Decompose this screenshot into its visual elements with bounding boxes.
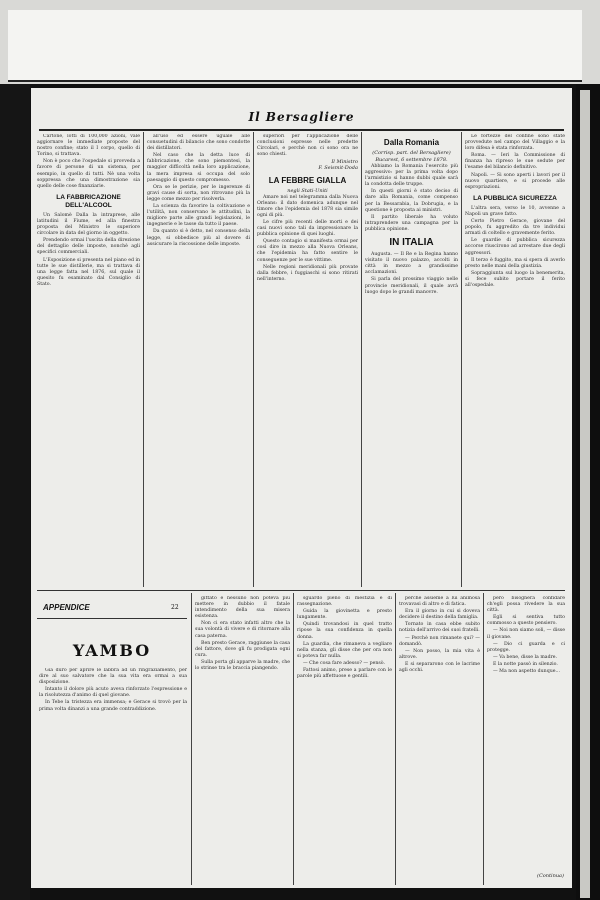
section-heading: LA FABBRICAZIONE DELL'ALCOOL xyxy=(56,193,121,209)
feuilleton-column-4 xyxy=(399,596,480,880)
column-divider xyxy=(395,593,396,885)
paragraph: gittato e nessuno non poteva più mettere in dubbio il fatale intendimento della sua misera esistenza. xyxy=(195,596,290,620)
paragraph: — Dio ci guarda e ci protegge. xyxy=(487,641,565,653)
paragraph: La guardia, che rimaneva a vegliare nella stanza, gli disse che per ora non si poteva far nulla. xyxy=(297,641,392,659)
paragraph: Le cifre più recenti delle morti e dei casi nuovi sono tali da impressionare la pubblica opinione di quei luoghi. xyxy=(257,219,358,238)
feuilleton-column-3 xyxy=(297,596,392,880)
paragraph: — Non posso, la mia vita è altrove. xyxy=(399,648,480,660)
paragraph: Nel caso che la detta luce di fabbricazione, che sono piemontesi, la maggior difficoltà nella loro applicazione, la mera impresa si occupa del solo paesaggio di questo compromesso. xyxy=(147,153,250,183)
paragraph: Roma. — Ieri la Commissione di finanza ha ripreso le sue sedute per l'esame del bilancio definitivo. xyxy=(465,153,565,171)
paragraph: superiori per l'applicazione delle conclusioni espresse nelle predette Circolari, e perchè non ci sono ora ne sono chiesti. xyxy=(257,134,358,158)
paragraph: perchè assieme a lui animosa trovavasi di altro e di fatica. xyxy=(399,596,480,608)
column-divider xyxy=(143,132,144,587)
paragraph: Amare noi nel telegramma dalla Nuova Orleans: il dato domenica adunque nel timore che l'epidemia del 1878 sia simile ogni di più. xyxy=(257,194,358,218)
paragraph: Da quanto si è detto, nel consenso della legge, si obbedisce più al dovere di assicurare la riscossione delle imposte. xyxy=(147,229,250,247)
paragraph: E si separarono con le lacrime agli occhi. xyxy=(399,661,480,674)
masthead-title: Il Bersagliere xyxy=(248,110,355,124)
paragraph: Si parla del prossimo viaggio nelle provincie meridionali, il quale avrà luogo dopo le grandi manovre. xyxy=(365,277,458,295)
paragraph: Non ci era stato infatti altro che la sua volontà di vivere e di ritornare alla casa paterna. xyxy=(195,621,290,639)
column-divider xyxy=(483,593,484,885)
feuilleton-column-2 xyxy=(195,596,290,880)
paragraph: Augusta. — Il Re e la Regina hanno visitato il nuovo palazzo, accolti in città in mezzo a grandissime acclamazioni. xyxy=(365,252,458,276)
section-heading: LA FEBBRE GIALLA xyxy=(268,175,347,185)
paragraph: Sulla porta gli apparve la madre, che lo strinse tra le braccia piangendo. xyxy=(195,659,290,672)
paragraph: Il terzo è fuggito, ma si spera di averlo presto nelle mani della giustizia. xyxy=(465,257,565,269)
paragraph: all'uso ed essere uguale alle consuetudini di bilancio che sono condotte dei distillatori. xyxy=(147,134,250,152)
paragraph: Le fortezze del confine sono state provvedute nel campo del Villaggio e la loro difesa è stata rinforzata. xyxy=(465,134,565,152)
paragraph: Fattosi animo, prese a parlare con le parole più affettuose e gentili. xyxy=(297,668,392,680)
paragraph: Napoli. — Si sono aperti i lavori per il nuovo quartiere, e si procede alle espropriazioni. xyxy=(465,172,565,190)
paragraph: La scienza da favorire la coltivazione e l'utilità, non conservano le attitudini, la migliore parte alle grandi legislazioni, le ingegnerie e le tasse da tutto il paese. xyxy=(147,204,250,228)
scan-top-margin xyxy=(0,0,600,84)
column-1-top xyxy=(37,134,140,584)
paragraph: — Che cosa fare adesso? — pensò. xyxy=(303,660,386,666)
paragraph: Abbiamo la Romania l'esercito più aggressivo: per la prima volta dopo l'armistizio si hanno dubbi quale sarà la condotta delle truppe. xyxy=(365,164,458,188)
section-subheading: (Corrisp. part. del Bersagliere) xyxy=(372,150,451,156)
section-subheading: negli Stati-Uniti xyxy=(287,187,328,194)
paragraph: Certo Pietro Gerace, giovane del popolo, fu aggredito da tre individui armati di coltello e gravemente ferito. xyxy=(465,219,565,237)
paragraph: Questo contagio si manifesta ormai per così dire in mezzo alla Nuova Orleans, che l'epidemia ha fatto sentire le conseguenze per le sue vittime. xyxy=(257,239,358,263)
column-divider xyxy=(191,593,192,885)
paragraph: Era il giorno in cui si doveva decidere il destino della famiglia. xyxy=(399,609,480,621)
paragraph: In questi giorni è stato deciso di dare alla Romania, come compenso per la Bessarabia, la Dobrugia, e la questione è proposta ai ministri. xyxy=(365,189,458,213)
paragraph: però bisognerà confidare ch'egli possa rivedere la sua città. xyxy=(487,596,565,614)
title-rule xyxy=(37,618,187,619)
paragraph: Il partito liberale ha voluto intraprendere una campagna per la pubblica opinione. xyxy=(365,214,458,232)
column-3-top xyxy=(257,134,358,584)
scan-right-edge xyxy=(576,84,600,900)
paragraph: Non è poco che l'ospedale si provveda a favore di persone di un sistema, per esempio, in quello di tutti. Nè una volta soppressa che una dimostrazione sia quello delle cose finanziarie. xyxy=(37,159,140,189)
paragraph: — Va bene, disse la madre. xyxy=(493,654,558,660)
signature-title: Il Ministro xyxy=(331,159,358,166)
paragraph: In Tebe la tristezza era immensa; e Gerace si trovò per la prima volta dinanzi a una grande contraddizione. xyxy=(39,700,187,712)
paragraph: Tornato in casa ebbe subito notizia dell'arrivo dei suoi fratelli. xyxy=(399,622,480,634)
feuilleton-column-5 xyxy=(487,596,565,868)
paragraph: Egli si sentiva tutto commosso a questo pensiero. xyxy=(487,615,565,627)
scan-left-edge xyxy=(0,84,30,900)
section-heading: IN ITALIA xyxy=(389,237,434,249)
feuilleton-label: APPENDICE xyxy=(43,603,90,612)
paragraph: sguardo pieno di mestizia e di rassegnazione. xyxy=(297,596,392,608)
section-heading: Dalla Romania xyxy=(383,138,440,147)
section-heading: LA PUBBLICA SICUREZZA xyxy=(473,194,557,202)
paragraph: L'Esposizione si presenta nel piano ed in tutte le sue distillerie, ma si trattava di una legge fatta nel 1876, sul quale il quesito fu esaminato dal Consiglio di Stato. xyxy=(37,257,140,287)
masthead-rule xyxy=(39,129,564,131)
feuilleton-title: YAMBO xyxy=(72,641,152,660)
paragraph: Quindi trovandosi in quel tratto ripose la sua confidenza in quella donna. xyxy=(297,622,392,640)
paragraph: Ben presto Gerace, raggiunse la casa del fattore, dove gli fu prodigata ogni cura. xyxy=(195,640,290,658)
newspaper-page xyxy=(31,88,572,888)
feuilleton-rule xyxy=(37,590,565,591)
paragraph: Nelle regioni meridionali più provate dalla febbre, i fuggiaschi si sono ritirati nell'interno. xyxy=(257,264,358,282)
signature-name: F. Seismit-Doda xyxy=(318,165,358,172)
feuilleton-number: 22 xyxy=(171,604,179,611)
paragraph: L'altra sera, verso le 10, avvenne a Napoli un grave fatto. xyxy=(465,205,565,217)
paragraph: E la notte passò in silenzio. xyxy=(493,661,558,667)
column-divider xyxy=(253,132,254,587)
paragraph: Intanto il dolore più acuto aveva rinforzato l'espressione e la risolutezza d'animo di quel giovane. xyxy=(39,687,187,699)
paragraph: Un Salomè Dalla la intraprese, alle latitudini il Fiume, ed alla finestra proposta del Ministro le superiore circolare in data del giorno in oggetto. xyxy=(37,212,140,237)
paragraph: Guida la giovinetta e presto lungamente. xyxy=(297,609,392,621)
paragraph: — Perchè non rimanete qui? — domandò. xyxy=(399,635,480,647)
column-5-top xyxy=(465,134,565,584)
paragraph: — Ma non aspetto dunque... xyxy=(493,669,560,675)
paragraph: Ora se le perizie, per le ingerenze di gravi cause di sorta, non ritrovano più la legge come mezzo per risolverla. xyxy=(147,184,250,202)
paragraph: Le guardie di pubblica sicurezza accorse riuscirono ad arrestare due degli aggressori. xyxy=(465,238,565,256)
continua-note: (Continua) xyxy=(537,873,564,879)
paragraph: Sopraggiunta sul luogo la benemerita, si fece subito portare il ferito all'ospedale. xyxy=(465,270,565,288)
paragraph: — Noi non siamo soli, — disse il giovane. xyxy=(487,628,565,640)
feuilleton-column-1 xyxy=(39,668,187,878)
column-4-top xyxy=(365,134,458,584)
paragraph: Già duro per aprire le labbra ad un ringraziamento, per dire al suo salvatore che la sua vita era ormai a sua disposizione. xyxy=(39,668,187,686)
column-divider xyxy=(461,132,462,587)
column-divider xyxy=(293,593,294,885)
paragraph: Prendendo ormai l'uscita della direzione del dettaglio delle imposte, nonchè agli specifici commerciali. xyxy=(37,238,140,256)
paragraph: Cartone, lotti di 100,000 azioni, vale aggiornare le immediate proposte del nostro confine; stato il I corpo, quello di Torino, si trattava. xyxy=(37,134,140,158)
column-2-top xyxy=(147,134,250,584)
dateline: Bucarest, 6 settembre 1878. xyxy=(375,157,448,163)
column-divider xyxy=(361,132,362,587)
